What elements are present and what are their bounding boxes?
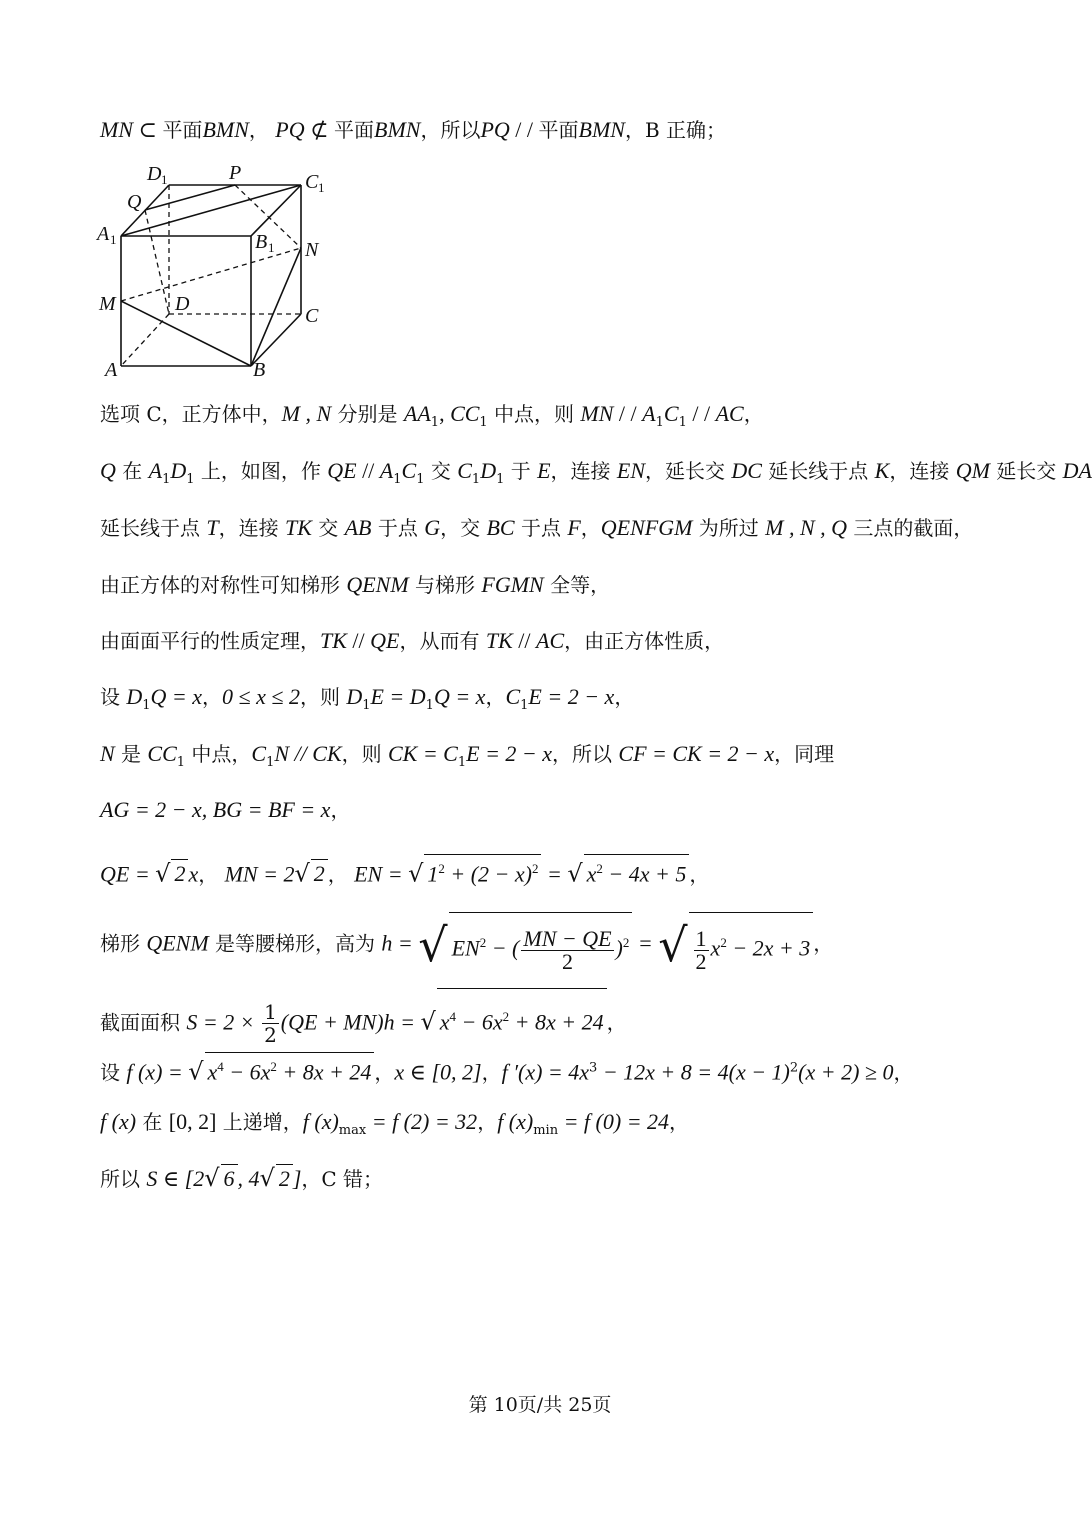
math: − 2x + 3 [726,935,811,961]
math: EN [451,935,480,961]
text: 上，如图，作 [194,459,328,483]
subscript: 1 [471,472,481,487]
text-line-8 [100,740,834,777]
numerator: 1 [695,925,707,951]
text: ， [202,685,223,709]
radicand [424,854,541,888]
math: N // CK [274,741,342,766]
math: T [206,515,219,540]
math: = [541,861,568,887]
radical-sign: √ [658,918,688,973]
radical-sign: √ [420,1007,436,1036]
subscript: max [338,1123,367,1138]
text: ，所以 [552,742,619,766]
math: QE [327,458,357,483]
math: S = 2 × [186,1009,261,1035]
text: ， [477,1110,498,1134]
radicand: 6 [221,1164,238,1193]
math: M , N , Q [765,515,848,540]
symbol-parallel: / / [613,401,643,426]
text: ，所以 [420,118,481,142]
subscript: 1 [162,472,171,487]
math: TK [284,515,312,540]
math: AC [536,628,565,653]
text-line-15 [100,1164,383,1193]
math: , 4 [237,1166,260,1191]
math: TK [485,628,513,653]
math: = [632,930,659,956]
text: ， [198,862,219,887]
math: Q [100,458,116,483]
fraction [521,925,613,974]
text: 由正方体的对称性可知梯形 [100,573,347,597]
math: C [663,401,679,426]
text: ，由正方体性质， [564,629,725,653]
superscript: 4 [217,1059,224,1074]
math-bmn: BMN [374,117,421,142]
edge-d-a [121,314,169,366]
math: A [148,458,163,483]
math: , [439,401,451,426]
math: F [567,515,581,540]
label-b: B [253,359,266,381]
superscript: 2 [479,935,487,950]
math: CF = CK = 2 − x [618,741,775,766]
math: ] [292,1166,302,1191]
math: − 12x + 8 = 4(x − 1) [597,1059,790,1085]
text: 三点的截面， [847,516,974,540]
superscript: 2 [502,1009,510,1024]
math: h = [381,930,419,956]
text: 是 [114,742,148,766]
text: ，延长交 [645,459,732,483]
math: MN = 2 [224,861,295,887]
math: ) [615,935,623,961]
text: ，交 [440,516,487,540]
superscript: 2 [438,861,445,876]
symbol-parallel: / / [509,117,539,142]
math: E [537,458,551,483]
math: x [207,1059,218,1085]
text-line-1 [100,116,726,144]
text-line-12 [100,988,627,1048]
math: (QE + MN)h = [280,1009,421,1035]
math: Q = x [150,684,203,709]
text: 平面 [162,118,203,142]
segment-m-n [121,248,301,301]
symbol-notsubset: ⊄ [304,117,335,142]
math: A [379,458,394,483]
text: ， [330,798,351,822]
text: 平面 [538,118,579,142]
text: ， [614,685,635,709]
text-line-9 [100,796,350,824]
radical-sign: √ [408,859,424,888]
math: C [457,458,472,483]
subscript: 1 [655,415,664,430]
math: x [710,935,721,961]
fraction [262,1001,279,1046]
math: QE = [100,861,156,887]
text: ， [248,118,269,142]
math: D [346,684,363,709]
denominator: 2 [264,1023,277,1048]
math: EN = [354,861,409,887]
subscript: 1 [416,472,425,487]
math: AG = 2 − x, BG = BF = x [100,797,331,822]
math: f ′(x) = 4x [501,1059,590,1085]
math-bmn: BMN [578,117,625,142]
subscript: 1 [457,755,467,770]
segment-a1-c1 [121,185,301,236]
text: ， [813,931,834,956]
math: CC [450,401,480,426]
math: f (x) [302,1109,339,1134]
radicand [205,1052,375,1086]
superscript: 2 [270,1059,277,1074]
math: M , N [281,401,332,426]
label-m: M [99,293,116,315]
superscript: 2 [622,935,630,950]
math: AA [403,401,431,426]
text: 由面面平行的性质定理， [100,629,320,653]
superscript: 2 [531,861,539,876]
radicand [449,912,633,978]
subscript: 1 [186,472,195,487]
text: 设 [100,685,127,709]
subscript: 1 [266,755,275,770]
cube-figure [95,160,335,385]
radicand [584,854,690,888]
math: = f (2) = 32 [366,1109,478,1134]
text: 于 [504,459,538,483]
text: 延长线于点 [100,516,207,540]
math: x [586,861,597,887]
math: E = 2 − x [528,684,615,709]
math: TK [320,628,347,653]
radical-sign: √ [204,1164,220,1192]
text: 设 [100,1060,127,1085]
subscript: 1 [362,698,371,713]
math: + 8x + 24 [509,1009,604,1035]
radicand: 2 [311,859,328,888]
text: ， [481,1060,502,1085]
math: 0 ≤ x ≤ 2 [222,684,300,709]
text-line-14 [100,1108,689,1145]
math: C [505,684,521,709]
text-line-6 [100,627,724,655]
text: 上递增， [216,1110,303,1134]
math: QENM [346,572,409,597]
math: K [874,458,890,483]
text: 中点， [185,742,252,766]
math: S ∈ [2 [146,1166,205,1191]
symbol-parallel: / / [686,401,716,426]
math: E = D [370,684,426,709]
label-n: N [305,239,319,261]
subscript: 1 [393,472,402,487]
numerator: MN − QE [523,925,612,951]
radicand: 2 [171,859,188,888]
text: ，同理 [774,742,835,766]
math: C [251,741,267,766]
symbol-subset: ⊂ [133,117,163,142]
subscript: 1 [142,698,151,713]
text: 截面面积 [100,1010,187,1035]
math: DC [731,458,762,483]
math: f (x) [497,1109,534,1134]
segment-n-b [251,248,301,366]
text: ， [485,685,506,709]
label-b1: B [255,231,268,253]
subscript: 1 [678,415,687,430]
subscript: 1 [425,698,434,713]
subscript: min [533,1123,559,1138]
label-b1-sub: 1 [268,240,275,255]
math: − 6x [456,1009,503,1035]
text: 为所过 [692,516,766,540]
text: 中点，则 [487,402,581,426]
text: 选项 C，正方体中， [100,402,282,426]
text-line-4 [100,514,973,542]
text: ， [580,516,601,540]
superscript: 2 [596,861,603,876]
denominator: 2 [695,948,707,974]
math: D [170,458,187,483]
text: 于点 [371,516,425,540]
text: 是等腰梯形，高为 [208,931,382,956]
math: FGMN [481,572,544,597]
text-line-13 [100,1052,914,1086]
math: = f (0) = 24 [558,1109,670,1134]
text: ，连接 [889,459,956,483]
text: ， [374,1060,395,1085]
label-a1: A [97,223,110,245]
math: x [439,1009,450,1035]
math: MN [580,401,614,426]
math: C [401,458,417,483]
label-c1: C [305,171,319,193]
math: D [480,458,497,483]
superscript: 2 [720,935,727,950]
label-q: Q [127,191,142,213]
radical-sign: √ [188,1057,204,1086]
text: 在 [136,1110,169,1134]
radical-sign: √ [294,859,310,888]
text: 分别是 [331,402,404,426]
math: QM [955,458,990,483]
math: AC [715,401,744,426]
radical-sign: √ [567,859,583,888]
text: ，连接 [550,459,617,483]
text: 交 [424,459,458,483]
text: 所以 [100,1167,147,1191]
math-bmn: BMN [202,117,249,142]
text-line-7 [100,683,634,720]
label-c1-sub: 1 [318,180,325,195]
math: 1 [427,861,439,887]
math: AB [344,515,372,540]
math: x ∈ [0, 2] [394,1059,482,1085]
superscript: 3 [589,1060,598,1076]
symbol-parallel: // [356,458,380,483]
text: ，B 正确； [624,118,727,142]
math: D [126,684,143,709]
text: ， [327,862,348,887]
text-line-3 [100,457,1092,494]
math: − ( [486,935,520,961]
text: 在 [115,459,149,483]
math-mn: MN [100,117,133,142]
text: 交 [311,516,345,540]
math: QENM [146,930,209,956]
subscript: 1 [479,415,488,430]
text: ， [689,862,710,887]
radical-sign: √ [418,918,448,973]
text: ，C 错； [301,1167,384,1191]
text: ， [893,1060,914,1085]
text-line-10 [100,854,709,888]
text: ，则 [299,685,347,709]
superscript: 4 [449,1009,457,1024]
subscript: 1 [520,698,529,713]
radical-sign: √ [155,859,171,888]
label-d: D [175,293,190,315]
page-footer: 第 10页/共 25页 [468,1394,612,1416]
label-a1-sub: 1 [110,232,117,247]
label-a: A [105,359,118,381]
radicand [437,988,607,1050]
text: ， [669,1110,690,1134]
radicand: 2 [276,1164,293,1193]
text: 延长线于点 [761,459,875,483]
text: 于点 [514,516,568,540]
math: BC [486,515,515,540]
math: DA [1062,458,1092,483]
symbol-parallel: // [512,628,536,653]
math: E = 2 − x [466,741,553,766]
text: ， [606,1010,627,1035]
text-line-11 [100,912,833,972]
label-p: P [229,162,242,184]
math: CC [147,741,177,766]
text: ，连接 [218,516,285,540]
subscript: 1 [176,755,186,770]
text: 全等， [543,573,611,597]
text: 延长交 [989,459,1063,483]
math: CK = C [387,741,458,766]
text: ， [743,402,764,426]
math: EN [616,458,646,483]
math: N [100,741,115,766]
math: − 4x + 5 [602,861,687,887]
math: f (x) = [126,1059,189,1085]
subscript: 1 [496,472,505,487]
math: − 6x [223,1059,271,1085]
math-pq: PQ [480,117,510,142]
math: x [188,861,199,887]
text: 梯形 [100,931,147,956]
numerator: 1 [264,1000,277,1025]
math: QE [370,628,400,653]
text-line-2 [100,400,764,437]
math: (x + 2) ≥ 0 [798,1059,894,1085]
math: Q = x [433,684,486,709]
segment-q-p [145,185,235,210]
text: 与梯形 [408,573,482,597]
math: G [424,515,441,540]
math: f (x) [100,1109,137,1134]
math: A [642,401,656,426]
text: 平面 [334,118,375,142]
math: [0, 2] [168,1109,217,1134]
label-d1-sub: 1 [161,172,168,187]
subscript: 1 [430,415,440,430]
text-line-5 [100,571,610,599]
denominator: 2 [561,948,573,974]
symbol-parallel: // [346,628,371,653]
math: + (2 − x) [444,861,532,887]
label-d1: D [147,163,162,185]
math-pq: PQ [275,117,305,142]
text: ，则 [341,742,388,766]
math: + 8x + 24 [276,1059,372,1085]
label-c: C [305,305,319,327]
math: QENFGM [600,515,693,540]
radicand [689,912,814,978]
fraction [694,925,709,974]
radical-sign: √ [259,1164,275,1192]
superscript: 2 [789,1060,799,1076]
text: ，从而有 [399,629,486,653]
